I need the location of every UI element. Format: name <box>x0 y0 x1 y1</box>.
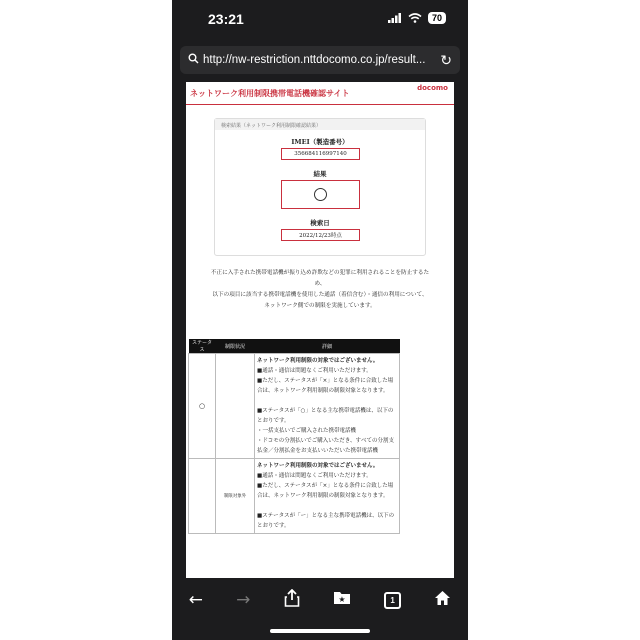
detail-line: ■ステータスが「ー」となる主な携帯電話機は、以下のとおりです。 <box>257 513 395 529</box>
signal-icon <box>388 13 402 23</box>
circle-icon <box>314 188 327 201</box>
result-panel <box>214 118 426 256</box>
table-header-row <box>189 339 400 354</box>
imei-value: 356684116997140 <box>281 148 360 160</box>
url-text[interactable]: http://nw-restriction.nttdocomo.co.jp/result... <box>203 54 426 66</box>
reload-icon[interactable]: ↻ <box>440 51 452 68</box>
url-bar[interactable] <box>180 46 460 74</box>
status-cell <box>189 459 216 534</box>
detail-line: ・一括支払いでご購入された携帯電話機 <box>257 428 357 434</box>
detail-line: ・ドコモの分割払いでご購入いただき、すべての分割支払金／分割払金をお支払いいただいた携帯電話機 <box>257 438 394 454</box>
imei-label: IMEI（製造番号） <box>291 138 349 146</box>
table-header: 制限状況 <box>216 339 255 354</box>
home-icon[interactable] <box>434 590 451 611</box>
table-header: ステータス <box>189 339 216 354</box>
svg-text:★: ★ <box>338 595 346 604</box>
detail-line: ■ただし、ステータスが「×」となる条件に合致した場合は、ネットワーク利用制限の制限対象となります。 <box>257 483 394 499</box>
notice-line-3: ネットワーク側での制限を実施しています。 <box>264 303 376 309</box>
battery-icon: 70 <box>428 12 446 24</box>
notice-line-1: 不正に入手された携帯電話機が振り込め詐欺などの犯罪に利用されることを防止するため、 <box>210 270 430 287</box>
detail-line: ■通話・通信は問題なくご利用いただけます。 <box>257 473 372 479</box>
bookmarks-icon[interactable] <box>333 590 351 610</box>
site-header <box>186 82 454 105</box>
status-table <box>188 339 400 534</box>
restriction-cell <box>216 354 255 459</box>
status-time: 23:21 <box>208 11 244 27</box>
detail-line: ■通話・通信は問題なくご利用いただけます。 <box>257 368 372 374</box>
notice-text <box>206 268 434 312</box>
result-value-box <box>281 180 360 209</box>
table-row <box>189 459 400 534</box>
forward-icon[interactable]: → <box>236 590 251 610</box>
phone-screen <box>172 0 468 640</box>
detail-line: ■ステータスが「○」となる主な携帯電話機は、以下のとおりです。 <box>257 408 394 424</box>
site-title: ネットワーク利用制限携帯電話機確認サイト <box>190 89 350 98</box>
result-header: 検索結果（ネットワーク利用制限確認結果） <box>215 119 425 130</box>
detail-line <box>257 501 397 511</box>
detail-cell <box>255 354 400 459</box>
detail-line: ネットワーク利用制限の対象ではございません。 <box>257 463 379 469</box>
share-icon[interactable] <box>284 589 300 612</box>
table-row <box>189 354 400 459</box>
notice-line-2: 以下の項目に該当する携帯電話機を使用した通話（着信含む）・通信の利用について、 <box>212 292 428 298</box>
back-icon[interactable]: ← <box>188 590 203 610</box>
detail-line: ネットワーク利用制限の対象ではございません。 <box>257 358 379 364</box>
date-label: 検索日 <box>310 219 330 227</box>
search-icon <box>188 53 199 67</box>
browser-toolbar <box>172 580 468 620</box>
result-label: 結果 <box>313 170 327 178</box>
table-header: 詳細 <box>255 339 400 354</box>
status-bar <box>172 0 468 42</box>
detail-line <box>257 396 397 406</box>
detail-line: ■ただし、ステータスが「×」となる条件に合致した場合は、ネットワーク利用制限の制限対象となります。 <box>257 378 394 394</box>
restriction-cell: 制限対象外 <box>216 459 255 534</box>
docomo-logo[interactable]: docomo <box>417 84 448 92</box>
date-value: 2022/12/23時点 <box>281 229 360 241</box>
status-icons <box>388 12 446 24</box>
web-page <box>186 82 454 578</box>
detail-cell <box>255 459 400 534</box>
tabs-icon[interactable]: 1 <box>384 592 401 609</box>
status-cell: ○ <box>189 354 216 459</box>
wifi-icon <box>408 13 422 23</box>
home-indicator <box>270 629 370 633</box>
